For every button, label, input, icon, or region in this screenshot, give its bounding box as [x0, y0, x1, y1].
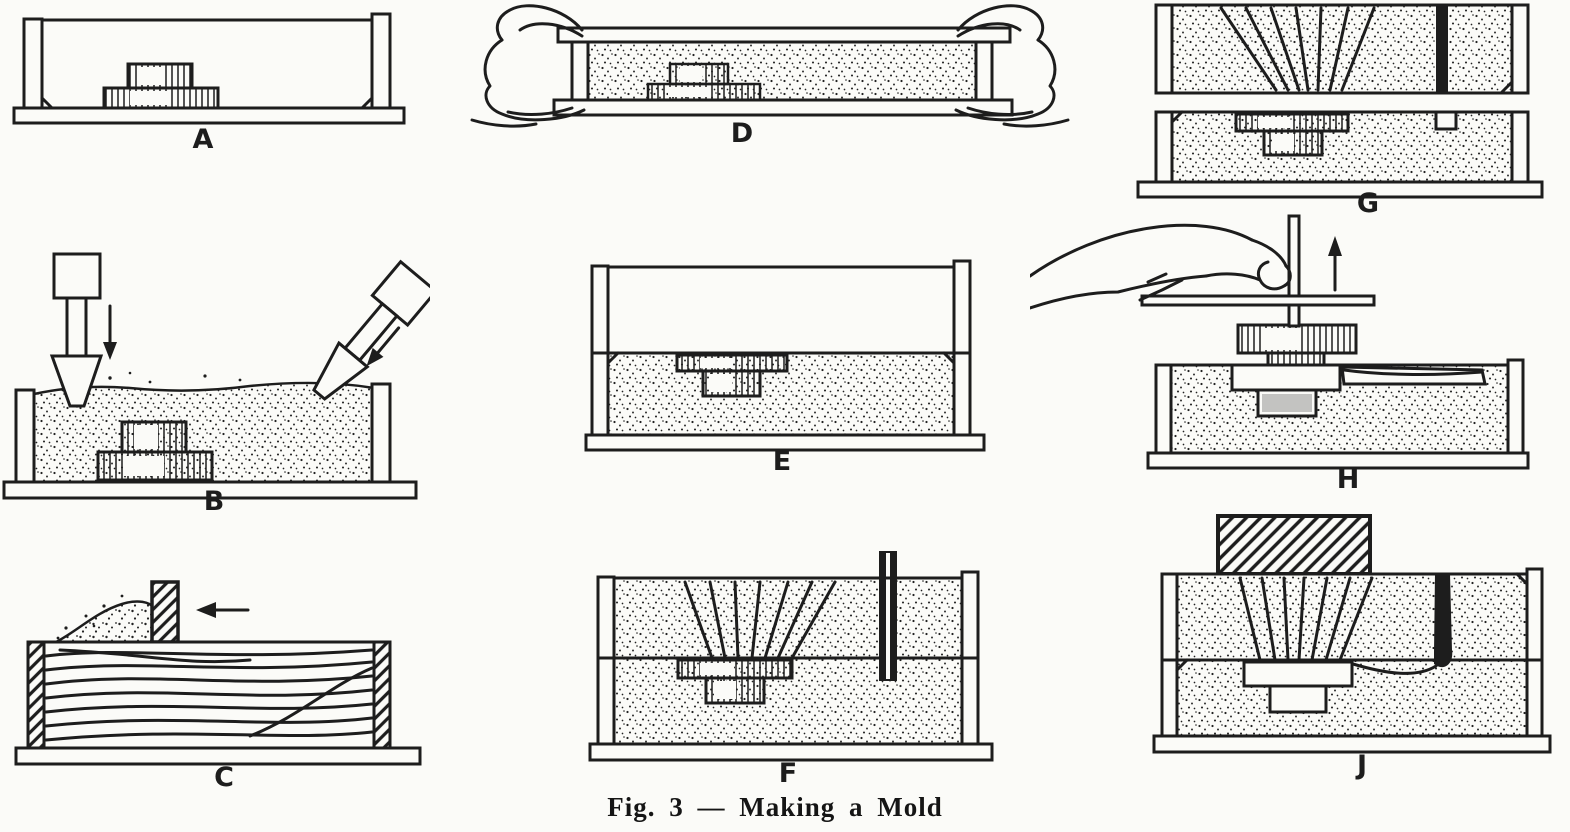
panel-f-label: F [778, 758, 798, 789]
cope-empty [592, 261, 970, 353]
up-arrow-icon [1328, 236, 1342, 290]
mold-cavity-upper [1244, 662, 1352, 686]
panel-d-flipping-flask [470, 0, 1070, 150]
panel-h-label: H [1336, 464, 1360, 495]
panel-b-ramming-sand [0, 236, 430, 521]
panel-g-halves-separated [1136, 0, 1551, 219]
sand-in-cope [614, 578, 962, 658]
down-arrow-icon [103, 306, 117, 360]
panel-a-label: A [192, 124, 214, 155]
slick-bar [1142, 296, 1374, 305]
weight-block [1218, 516, 1370, 574]
panel-b-label: B [203, 486, 225, 517]
panel-j-closed-mold [1132, 502, 1557, 781]
panel-g-label: G [1356, 188, 1380, 219]
cavity-upper [1232, 365, 1340, 390]
sand-heap [56, 595, 154, 642]
panel-f-drawing [560, 540, 1010, 790]
cope-inverted [1156, 5, 1528, 93]
panel-h-drawing-pattern [1030, 212, 1570, 500]
panel-c-strike-off [0, 556, 435, 811]
panel-f-sprue-pin [560, 540, 1010, 790]
gate-notch [1436, 112, 1456, 129]
sprue-hole [1436, 5, 1448, 93]
rammer-vertical-icon [52, 254, 101, 406]
panel-j-label: J [1356, 750, 1368, 781]
sprue-channel [1434, 574, 1452, 667]
panel-e-cope-added [560, 250, 1010, 485]
strickle-bar [152, 582, 178, 642]
panel-c-label: C [214, 762, 234, 793]
figure-caption: Fig. 3 — Making a Mold [607, 792, 943, 822]
panel-d-drawing [470, 0, 1070, 150]
sprue-pin [880, 552, 896, 680]
mold-cavity-lower [1270, 686, 1326, 712]
panel-b-drawing [0, 236, 430, 521]
sand [587, 42, 979, 100]
pattern-lifted [1238, 325, 1356, 365]
panel-j-drawing [1132, 502, 1557, 777]
panel-d-label: D [730, 118, 754, 149]
left-arrow-icon [196, 602, 248, 618]
cope-on-drag [1154, 569, 1550, 752]
casting-pattern [104, 64, 218, 108]
mold-board [14, 108, 404, 123]
hand-left-icon [472, 6, 584, 126]
drag-with-cavity [1148, 360, 1528, 468]
panel-a-flask-with-pattern [8, 4, 408, 159]
drag-with-pattern [1138, 112, 1542, 197]
panel-g-drawing [1136, 0, 1551, 215]
panel-e-label: E [772, 446, 792, 477]
flask-side-wood [28, 642, 390, 748]
panel-h-drawing [1030, 212, 1570, 500]
